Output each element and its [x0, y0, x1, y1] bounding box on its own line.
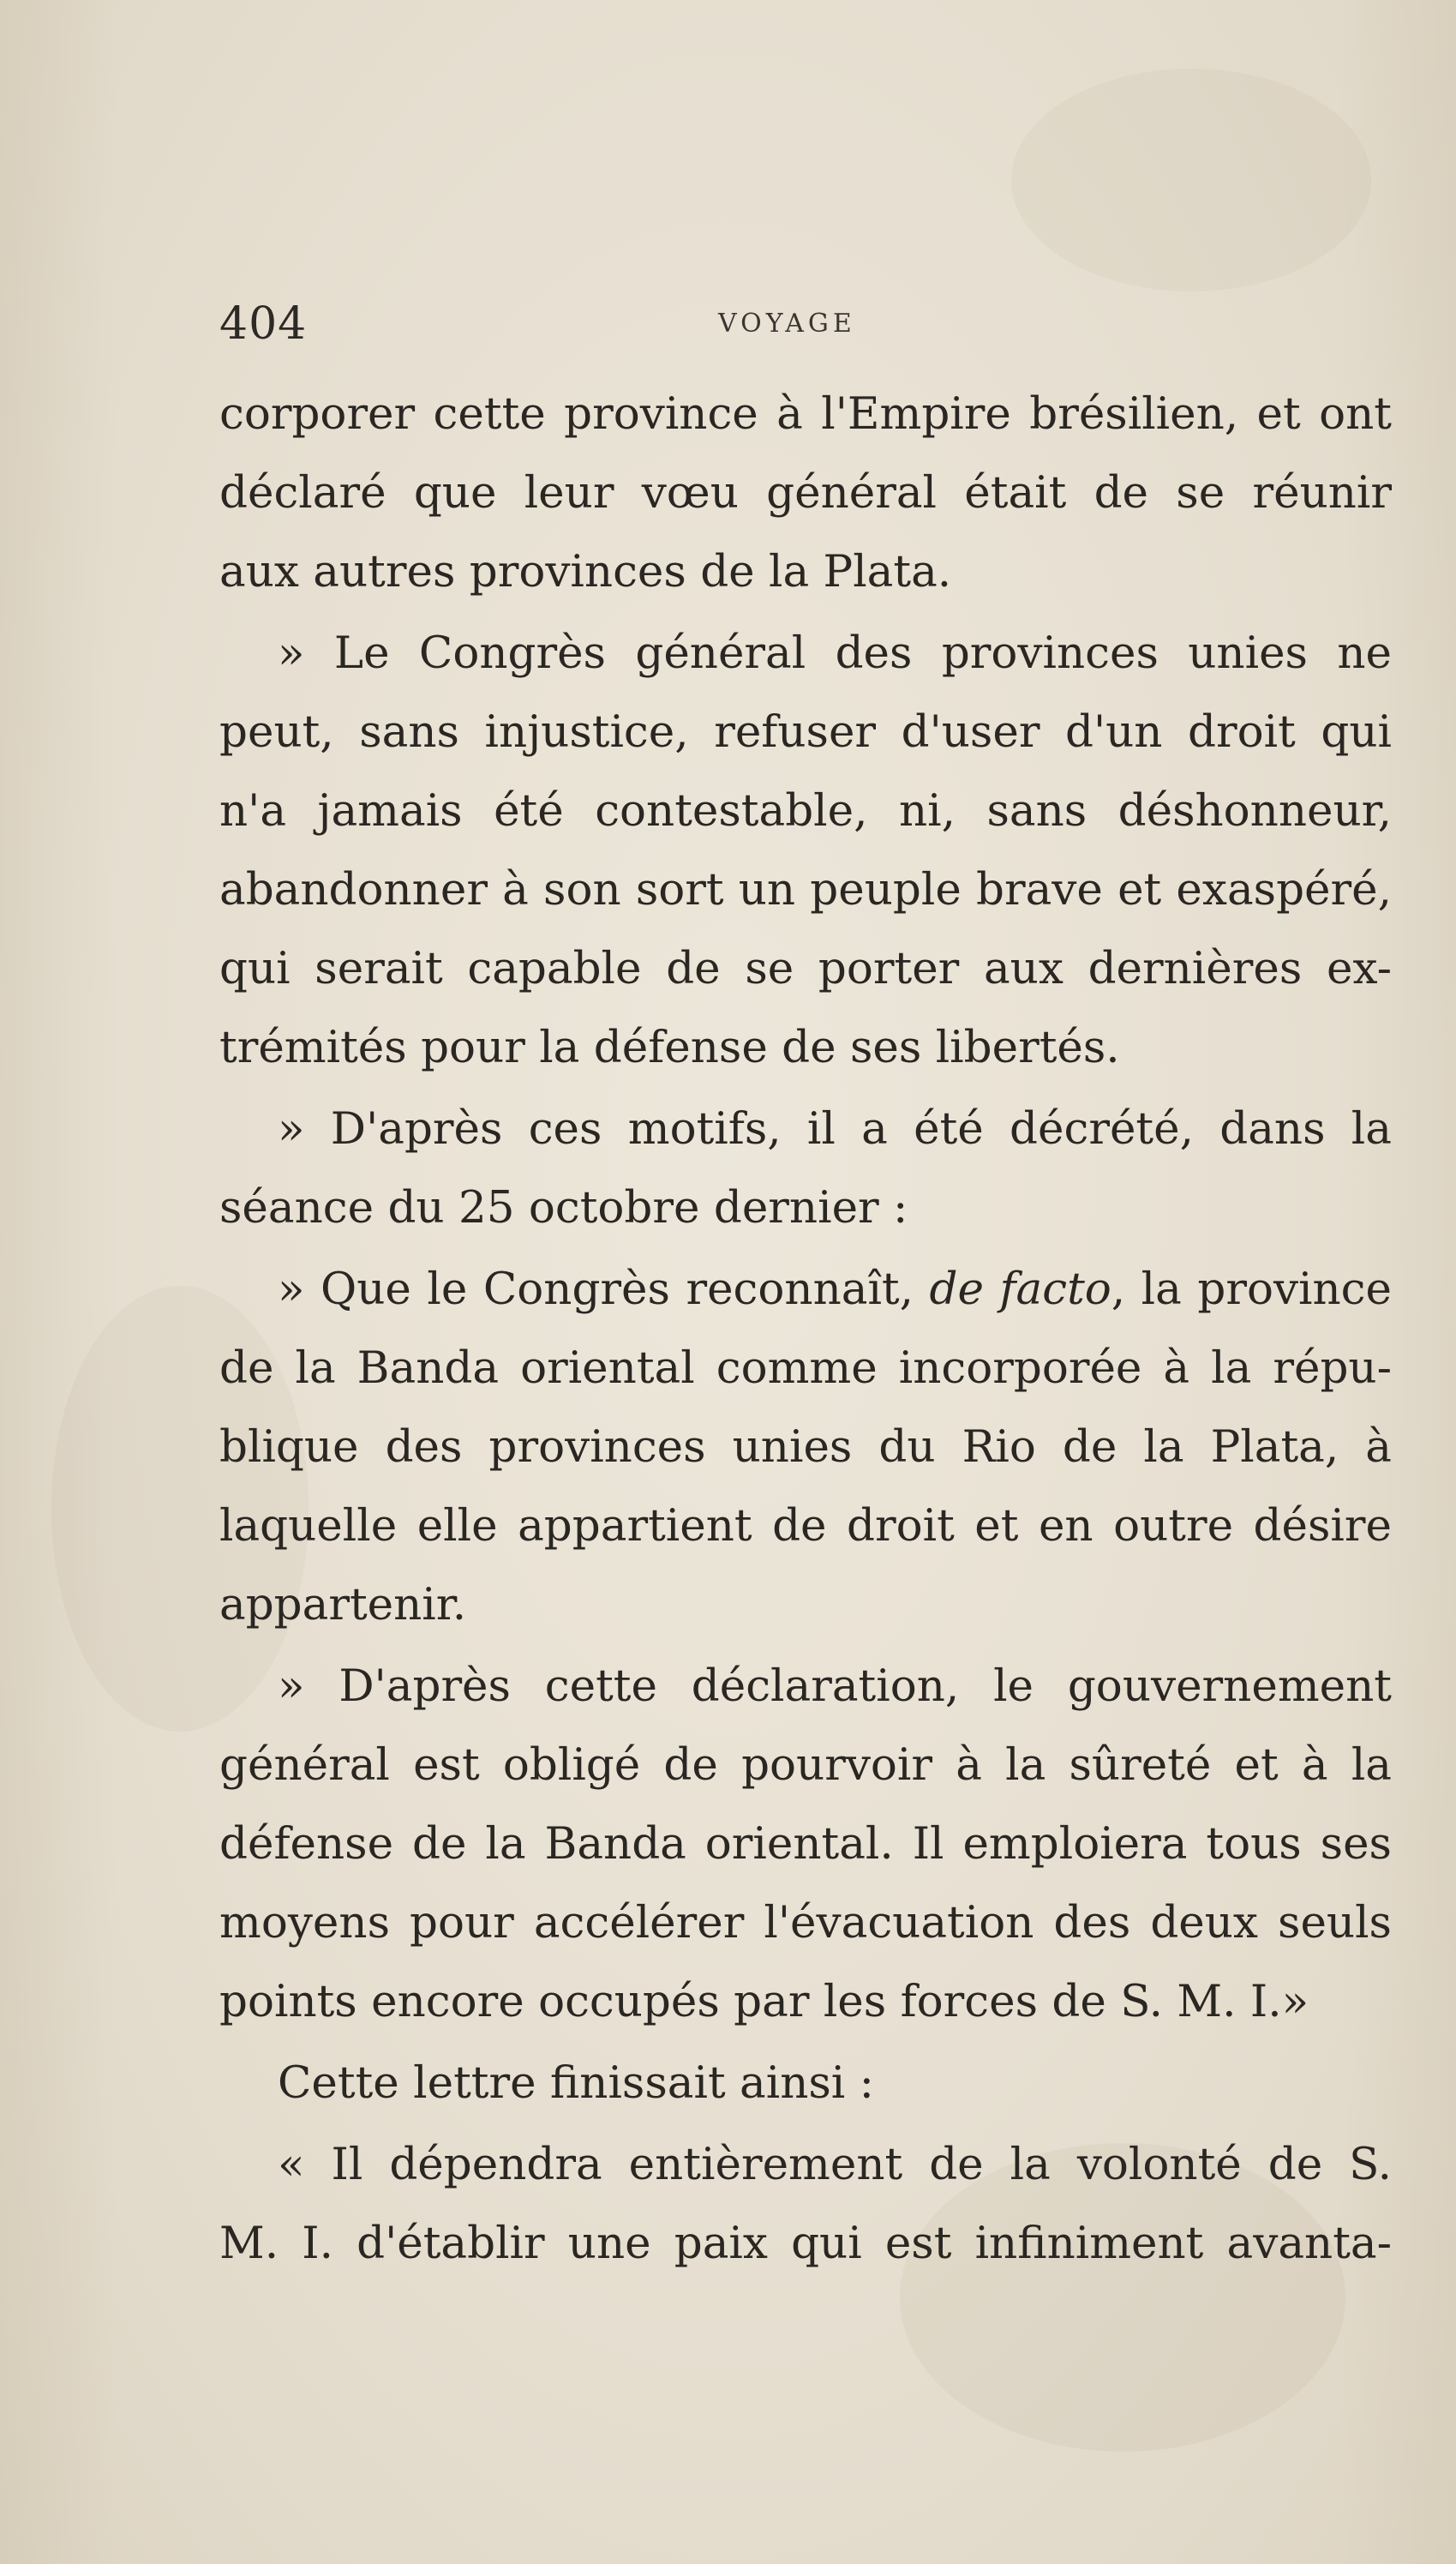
italic-text: de facto: [929, 1264, 1111, 1315]
text-line: défense de la Banda oriental. Il emploiera tous ses: [219, 1818, 1392, 1870]
text-line: corporer cette province à l'Empire brésilien, et ont: [219, 388, 1392, 440]
text-line: général est obligé de pourvoir à la sûreté et à la: [219, 1739, 1392, 1791]
text-line: blique des provinces unies du Rio de la Plata, à: [219, 1421, 1392, 1473]
text-line: aux autres provinces de la Plata.: [219, 546, 952, 597]
text-line: [219, 1250, 1392, 1329]
text-line: M. I. d'établir une paix qui est infiniment avanta-: [219, 2218, 1392, 2269]
text-line: moyens pour accélérer l'évacuation des deux seuls: [219, 1897, 1392, 1949]
text-line: points encore occupés par les forces de S. M. I.»: [219, 1976, 1309, 2027]
text-line: » D'après cette déclaration, le gouvernement: [278, 1660, 1392, 1712]
page-number: 404: [219, 298, 308, 350]
text-line: « Il dépendra entièrement de la volonté de S.: [278, 2139, 1392, 2190]
text-line: » D'après ces motifs, il a été décrété, dans la: [278, 1103, 1392, 1155]
text-line: » Le Congrès général des provinces unies ne: [278, 627, 1392, 679]
text-line: séance du 25 octobre dernier :: [219, 1182, 908, 1234]
text-line: trémités pour la défense de ses libertés.: [219, 1022, 1120, 1073]
text-segment: » Que le Congrès reconnaît,: [278, 1264, 930, 1315]
running-head: VOYAGE: [718, 309, 856, 339]
text-line: abandonner à son sort un peuple brave et exaspéré,: [219, 864, 1392, 916]
text-line: Cette lettre finissait ainsi :: [278, 2057, 874, 2109]
text-segment: , la province: [1111, 1264, 1393, 1315]
text-line: peut, sans injustice, refuser d'user d'un droit qui: [219, 706, 1392, 758]
text-line: de la Banda oriental comme incorporée à la répu-: [219, 1342, 1392, 1394]
text-line: appartenir.: [219, 1579, 467, 1630]
text-line: qui serait capable de se porter aux dernières ex-: [219, 943, 1392, 994]
paper-stain: [1011, 69, 1371, 291]
text-line: n'a jamais été contestable, ni, sans déshonneur,: [219, 785, 1392, 837]
text-line: déclaré que leur vœu général était de se réunir: [219, 467, 1392, 519]
page-header: [219, 290, 1402, 358]
text-line: laquelle elle appartient de droit et en outre désire: [219, 1500, 1392, 1552]
body-text: [219, 375, 1392, 2283]
